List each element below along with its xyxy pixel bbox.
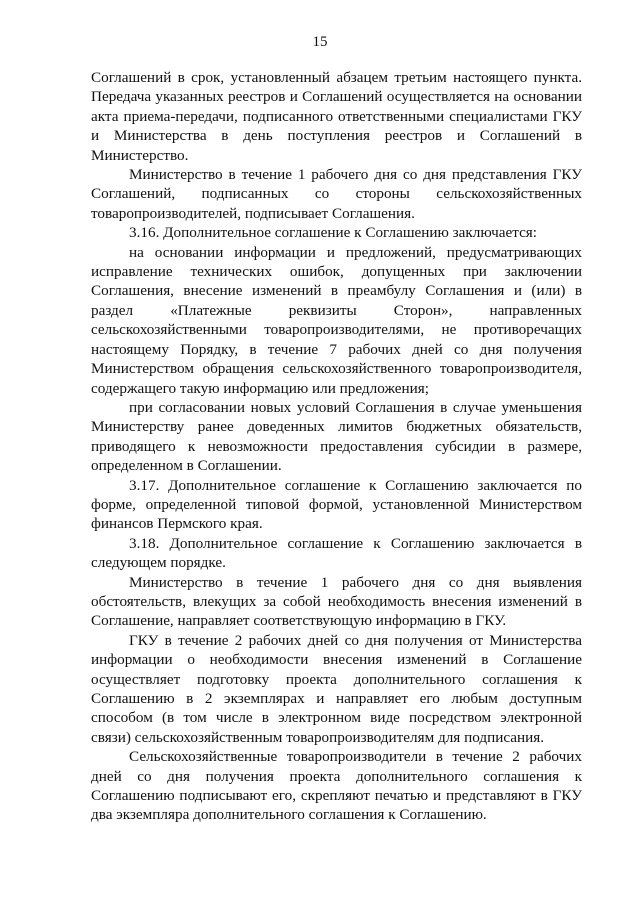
page-number: 15 xyxy=(312,34,328,50)
paragraph-ministry-notice: Министерство в течение 1 рабочего дня со дня выявления обстоятельств, влекущих за собой необходимость внесения изменений в Соглашение, направляет соответствующую информацию в ГКУ. xyxy=(91,573,582,630)
paragraph-ministry-signing: Министерство в течение 1 рабочего дня со дня представления ГКУ Соглашений, подписанных со стороны сельскохозяйственных товаропроизводителей, подписывает Соглашения. xyxy=(91,166,582,222)
document-body xyxy=(91,68,582,825)
paragraph-3-16-case-corrections: на основании информации и предложений, предусматривающих исправление технических ошибок, допущенных при заключении Соглашения, внесение изменений в преамбулу Соглашения и (или) в раздел «Платежные реквизиты Сторон», направленных сельскохозяйственными товаропроизводителями, не противоречащих настоящему Порядку, в течение 7 рабочих дней со дня получения Министерством обращения сельскохозяйственного товаропроизводителя, содержащего такую информацию или предложения; xyxy=(91,243,582,397)
paragraph-3-16-case-new-conditions: при согласовании новых условий Соглашения в случае уменьшения Министерству ранее доведенных лимитов бюджетных обязательств, приводящего к невозможности предоставления субсидии в размере, определенном в Соглашении. xyxy=(91,398,582,475)
paragraph-3-18: 3.18. Дополнительное соглашение к Соглашению заключается в следующем порядке. xyxy=(91,534,582,572)
paragraph-gku-preparation: ГКУ в течение 2 рабочих дней со дня получения от Министерства информации о необходимости внесения изменений в Соглашение осуществляет подготовку проекта дополнительного соглашения к Соглашению в 2 экземплярах и направляет его любым доступным способом (в том числе в электронном виде посредством электронной связи) сельскохозяйственным товаропроизводителям для подписания. xyxy=(91,631,582,746)
paragraph-producers-signing: Сельскохозяйственные товаропроизводители в течение 2 рабочих дней со дня получения проекта дополнительного соглашения к Соглашению подписывают его, скрепляют печатью и представляют в ГКУ два экземпляра дополнительного соглашения к Соглашению. xyxy=(91,748,582,824)
paragraph-3-17: 3.17. Дополнительное соглашение к Соглашению заключается по форме, определенной типовой формой, установленной Министерством финансов Пермского края. xyxy=(91,476,582,533)
paragraph-continuation: Соглашений в срок, установленный абзацем третьим настоящего пункта. Передача указанных реестров и Соглашений осуществляется на основании акта приема-передачи, подписанного ответственными специалистами ГКУ и Министерства в день поступления реестров и Соглашений в Министерство. xyxy=(91,69,582,164)
paragraph-3-16: 3.16. Дополнительное соглашение к Соглашению заключается: xyxy=(129,224,538,242)
